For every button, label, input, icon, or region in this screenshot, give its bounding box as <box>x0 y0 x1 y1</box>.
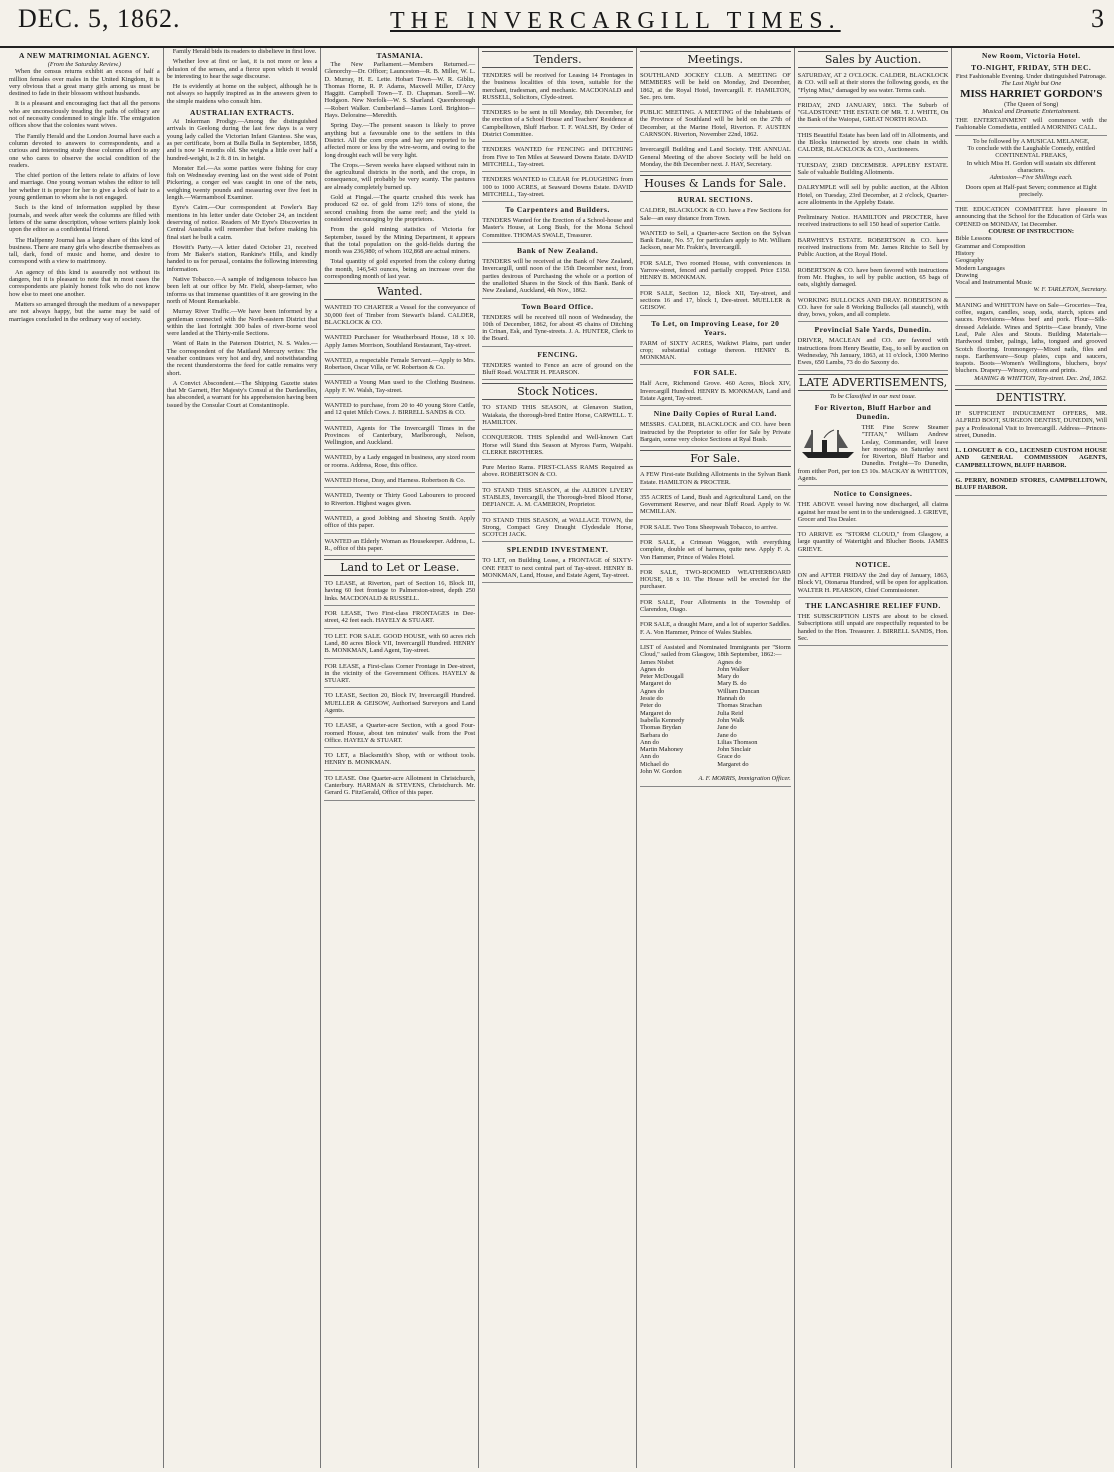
fencing-heading: FENCING. <box>537 349 578 359</box>
education-text: THE EDUCATION COMMITTEE have pleasure in announcing that the School for the Education of Girls was OPENED on MONDAY, 1st December. <box>955 206 1107 228</box>
passenger-name: Ann do <box>639 738 659 746</box>
section-heading-tasmania: TASMANIA. <box>376 51 424 60</box>
doors-open: Doors open at Half-past Seven; commence at Eight precisely. <box>955 182 1107 203</box>
bank-ad: TENDERS will be received at the Bank of New Zealand, Invercargill, until noon of the 15th December next, from parties desirous of Purchasing the whole or a portion of the unallotted Shares in the Stock of this Bank. Bank of New Zealand, Auckland, 4th Nov., 1862. <box>482 256 633 298</box>
passenger-name: Jessie do <box>639 695 663 703</box>
news-item: Howitt's Party.—A letter dated October 21, received from Mr Baker's station, Rankine's Hills, and kindly handed to us for perusal, contains the following interesting information. <box>166 243 318 273</box>
classified-ad: FOR SALE, TWO-ROOMED WEATHERBOARD HOUSE, 18 x 10. The House will be erected for the purchaser. <box>640 567 791 595</box>
passenger-name: Ann do <box>639 753 659 761</box>
passenger-name: Julia Reid <box>717 709 744 717</box>
news-item: Total quantity of gold exported from the colony during the month, 146,543 ounces, being an increase over the corresponding month of last year. <box>324 258 476 281</box>
builders-ad: TENDERS Wanted for the Erection of a School-house and Master's House, at Long Bush, for the Mona School Committee. THOMAS SWALE, Treasurer. <box>482 215 633 243</box>
classified-ad: WANTED to Sell, a Quarter-acre Section on the Sylvan Bank Estate, No. 57, for particulars apply to Mr. William Jackson, near Mr. Frakin's, Invercargill. <box>640 228 791 256</box>
news-item: Want of Rain in the Paterson District, N. S. Wales.—The correspondent of the Maitland Mercury writes: The weather continues very hot and dry, and notwithstanding the recent thunderstorms the feed for cattle remains very short. <box>166 340 318 377</box>
steamer-ad <box>798 422 949 486</box>
classified-ad: TENDERS will be received for Leasing 14 Frontages in the business localities of this town, suitable for the merchant, tradesman, and mechanic. MACDONALD and RUSSELL, Solicitors, Clyde-street. <box>482 70 633 105</box>
passenger-name: Lilias Thomson <box>717 738 758 746</box>
passenger-name: Grace do <box>717 753 741 761</box>
news-item: Native Tobacco.—A sample of indigenous tobacco has been left at our office by Mr. Field, sheep-farmer, who informs us that immense quantities of it are growing in the north of Mount Remarkable. <box>166 276 318 305</box>
column-2 <box>164 48 322 1468</box>
bank-heading: Bank of New Zealand. <box>516 246 599 256</box>
rural-heading: RURAL SECTIONS. <box>677 195 754 205</box>
section-heading-australian: AUSTRALIAN EXTRACTS. <box>190 108 295 118</box>
paragraph: Such is the kind of information supplied by these journals, and week after week the columns are filled with letters of the same description, whose writers plainly look upon the editor as a confidential friend. <box>9 204 160 234</box>
nine-ad: MESSRS. CALDER, BLACKLOCK and CO. have been instructed by the Proprietor to offer for Sale by Private Bargain, some very choice Sections at Ryal Bush. <box>640 419 791 447</box>
news-item: The New Parliament.—Members Returned.—Glenorchy—Dr. Officer; Launceston—R. B. Miller, W. L. D. Murray, H. E. Lette. Hobart Town—W. R. Giblin, Thomas Horne, R. P. Adams, Maxwell Miller, D'Arcy Haggitt. Campbell Town—T. D. Chapman. Sorell—W. Hodgson. New Norfolk—W. S. Sharland. Queenborough—Robert Walker. Cumberland—James Lord. Brighton—Hays. Deloraine—Meredith. <box>324 61 476 120</box>
section-heading-meetings: Meetings. <box>640 51 791 68</box>
late-ads-heading: LATE ADVERTISEMENTS, <box>798 375 948 389</box>
article-source: (From the Saturday Review.) <box>47 61 121 68</box>
column-1 <box>6 48 164 1468</box>
classified-ad: FOR SALE, Two roomed House, with conveniences in Yarrow-street, fenced and partially cropped. Price £150. HENRY B. MONKMAN. <box>640 258 791 286</box>
passenger-name: John W. Gordon <box>639 768 682 775</box>
late-ads-sub: To be Classified in our next issue. <box>829 392 917 400</box>
course-item: History <box>955 249 975 257</box>
course-heading: COURSE OF INSTRUCTION: <box>988 228 1075 236</box>
classified-ad: THIS Beautiful Estate has been laid off in Allotments, and the Blocks intersected by streets one chain in width. CALDER, BLACKLOCK & CO., Auctioneers. <box>798 130 949 158</box>
paragraph: He is evidently at home on the subject, although he is not always so happily inspired as in the answers given to the simple maidens who consult him. <box>166 83 318 105</box>
passenger-name: Jane do <box>717 724 737 732</box>
immigration-signature: A. F. MORRIS, Immigration Officer. <box>698 775 791 783</box>
sale-ad: Half Acre, Richmond Grove. 460 Acres, Block XIV, Invercargill Hundred. HENRY B. MONKMAN, Land and Estate Agent, Tay-street. <box>640 378 791 406</box>
investment-heading: SPLENDID INVESTMENT. <box>506 545 609 555</box>
newspaper-title: THE INVERCARGILL TIMES. <box>390 8 841 34</box>
classified-ad: TO STAND THIS SEASON, at WALLACE TOWN, the Strong, Compact Grey Draught Clydesdale Horse, SCOTCH JACK. <box>482 515 633 543</box>
news-item: From the gold mining statistics of Victoria for September, issued by the Mining Department, it appears that the total population on the gold-fields during the month was 236,980; of whom 102,868 are actual miners. <box>324 226 476 256</box>
steamer-heading: For Riverton, Bluff Harbor and Dunedin. <box>814 402 932 421</box>
issue-date: DEC. 5, 1862. <box>18 4 181 33</box>
last-night: The Last Night but One <box>1001 80 1062 88</box>
steamer-text: THE Fine Screw Steamer "TITAN," William Andrew Leslay, Commander, will leave her moorings on Saturday next for Riverton, Bluff Harbor and Dunedin. Freight—To Dunedin, from either Port, per ton £3 10s. MACKAY & WHITTON, Agents. <box>797 423 949 482</box>
section-heading-wanted: Wanted. <box>324 283 475 300</box>
road-ad: TENDERS will be received till noon of Wednesday, the 10th of December, 1862, for about 45 chains of Ditching in Crinan, Esk, and Tyne-streets. J. A. HUNTER, Clerk to the Board. <box>482 312 633 347</box>
article-continuation <box>167 48 318 105</box>
entertainment-ad: THE ENTERTAINMENT will commence with the Fashionable Comedietta, entitled A MORNING CALL. <box>955 115 1107 136</box>
passenger-name: Peter do <box>639 702 662 710</box>
column-4 <box>479 48 637 1468</box>
course-item: Bible Lessons <box>955 235 992 243</box>
longuet-ad: L. LONGUET & CO., LICENSED CUSTOM HOUSE AND GENERAL COMMISSION AGENTS, CAMPBELLTOWN, BLUFF HARBOR. <box>955 445 1107 473</box>
article-headline: A NEW MATRIMONIAL AGENCY. <box>19 51 150 60</box>
paragraph: When the census returns exhibit an excess of half a million females over males in the United Kingdom, it is very obvious that a great many girls among us must be destined to fade in their blossom without husbands. <box>9 68 160 98</box>
classified-ad: WANTED a Young Man used to the Clothing Business. Apply F. W. Walsh, Tay-street. <box>324 377 475 398</box>
passenger-name: James Nisbet <box>639 658 674 666</box>
relief-ad: THE SUBSCRIPTION LISTS are about to be closed. Subscriptions still unpaid are respectfully requested to be handed to the Hon. Treasurer. J. BIRRELL SANDS, Hon. Sec. <box>798 611 949 646</box>
classified-ad: TO LEASE, Section 20, Block IV, Invercargill Hundred. MUELLER & GEISOW, Authorised Surveyors and Land Agents. <box>324 690 475 718</box>
passenger-name: Margaret do <box>717 760 749 768</box>
improving-ad: FARM of SIXTY ACRES, Waikiwi Plains, part under crop; substantial cottage thereon. HENRY B. MONKMAN. <box>640 338 791 366</box>
classified-ad: CALDER, BLACKLOCK & CO. have a Few Sections for Sale—an easy distance from Town. <box>640 205 791 226</box>
classified-ad: TO STAND THIS SEASON, at the ALBION LIVERY STABLES, Invercargill, the Thorough-bred Blood Horse, DEFIANCE. A. M. CAMERON, Proprietor. <box>482 485 633 513</box>
passenger-list-heading: LIST of Assisted and Nominated Immigrants per "Storm Cloud," sailed from Glasgow, 18th September, 1862:— <box>639 643 791 659</box>
section-heading-auction: Sales by Auction. <box>798 51 949 68</box>
classified-ad: WANTED TO CHARTER a Vessel for the conveyance of 30,000 feet of Timber from Stewart's Island. CALDER, BLACKLOCK & CO. <box>324 302 475 330</box>
course-item: Modern Languages <box>955 264 1005 272</box>
passenger-name: Hannah do <box>717 695 746 703</box>
news-item: Murray River Traffic.—We have been informed by a gentleman connected with the North-eastern District that within the last fortnight 300 bales of river-borne wool were landed at the Thirty-mile Sections. <box>166 308 318 338</box>
maning-text: MANING and WHITTON have on Sale—Groceries—Tea, coffee, sugars, candles, soap, soda, starch, spices and sauces. Provisions—Mess beef and pork. Flour—Silk-dressed Adelaide. Wines and Spirits—Case brandy, Vine Leaf, Pale Ales and Stouts. Building Materials—Hardwood timber, palings, laths, tongued and grooved Scotch flooring. Ironmongery—Mixed nails, files and rasps. Earthenware—Soup plates, cups and saucers, teapots. Boots—Women's Wellingtons, bluchers, boys' bluchers. Drapery—Wincey, cottons and prints. <box>955 301 1107 375</box>
perry-ad: G. PERRY, BONDED STORES, CAMPBELLTOWN, BLUFF HARBOR. <box>955 475 1107 496</box>
star-subtitle-2: Musical and Dramatic Entertainment. <box>982 107 1081 115</box>
classified-ad: TO LEASE, a Quarter-acre Section, with a good Four-roomed House, about ten minutes' walk from the Post Office. HAYELY & STUART. <box>324 720 475 748</box>
house-ads <box>640 205 791 315</box>
meeting-ads <box>640 70 791 172</box>
improving-heading: To Let, on Improving Lease, for 20 Years. <box>651 318 780 337</box>
section-heading-houses: Houses & Lands for Sale. <box>640 175 791 192</box>
classified-ad: FOR LEASE, a First-class Corner Frontage in Dee-street, in the vicinity of the Government Offices. HAYELY & STUART. <box>324 661 475 689</box>
passenger-name: Agnes do <box>639 665 665 673</box>
passenger-name: Martin Mahoney <box>639 746 684 754</box>
classified-ad: BARWHEYS ESTATE. ROBERTSON & CO. have received instructions from Mr. James Ritchie to Sell by Public Auction, at the Royal Hotel. <box>798 235 949 263</box>
news-item: Eyre's Cairn.—Our correspondent at Fowler's Bay mentions in his letter under date October 24, an incident deserving of notice. Readers of Mr Eyre's Discoveries in Central Australia will remember that before making his final start he built a cairn. <box>166 204 318 241</box>
news-item: The Crops.—Seven weeks have elapsed without rain in the agricultural districts in the north, and the crops, in consequence, will probably be very scanty. The pastures are already completely burned up. <box>324 161 476 191</box>
star-performer: MISS HARRIET GORDON'S <box>960 87 1103 100</box>
classified-ad: TUESDAY, 23RD DECEMBER. APPLEBY ESTATE. Sale of valuable Building Allotments. <box>798 160 949 181</box>
passenger-name: John Walker <box>717 665 750 673</box>
admission: Admission—Five Shillings each. <box>989 174 1073 182</box>
classified-ad: WANTED, Agents for The Invercargill Times in the Provinces of Canterbury, Marlborough, Nelson, Wellington, and Auckland. <box>324 423 475 451</box>
course-item: Vocal and Instrumental Music <box>955 279 1033 287</box>
page-number: 3 <box>1091 4 1104 33</box>
classified-ad: WANTED, a good Jobbing and Shoeing Smith. Apply office of this paper. <box>324 513 475 534</box>
course-item: Drawing <box>955 271 978 279</box>
course-list <box>955 235 1107 286</box>
section-heading-stock: Stock Notices. <box>482 383 633 400</box>
classified-ad: FOR SALE, a Crimean Waggon, with everything complete, double set of harness, quite new. Apply F. A. Von Hammer, Prince of Wales Hotel. <box>640 537 791 565</box>
passenger-names <box>640 659 791 776</box>
wanted-ads <box>324 302 475 556</box>
classified-ad: FOR SALE. Two Tons Sheepwash Tobacco, to arrive. <box>640 522 791 535</box>
passenger-name: Jane do <box>717 731 737 739</box>
masthead <box>0 0 1114 48</box>
news-item: Spring Day.—The present season is likely to prove anything but a favourable one to the settlers in this District. All the corn crops and hay are reported to be affected more or less by the wire-worm, and owing to the long drought each will be very light. <box>324 122 476 159</box>
tender-ads <box>482 70 633 202</box>
classified-ad: FOR SALE, Section 12, Block XII, Tay-street, and sections 16 and 17, block I, Dee-street. MUELLER & GEISOW. <box>640 288 791 316</box>
classified-ad: FOR LEASE, Two First-class FRONTAGES in Dee-street, 42 feet each. HAYELY & STUART. <box>324 608 475 629</box>
news-item: A Convict Abscondent.—The Shipping Gazette states that Mr Garnett, Her Majesty's Consul at the Dardanelles, has absconded, a warrant for his apprehension having been issued by the Consular Court at Constantinople. <box>166 379 318 409</box>
dentistry-heading: DENTISTRY. <box>955 389 1107 406</box>
passenger-name: Margaret do <box>639 709 672 717</box>
classified-ad: TO STAND THIS SEASON, at Glenavon Station, Waiakaia, the thorough-bred Entire Horse, CARWELL. T. HAMILTON. <box>482 402 633 430</box>
sale-heading: FOR SALE. <box>693 368 738 378</box>
road-heading: Town Board Office. <box>521 301 594 311</box>
classified-ad: WANTED, a respectable Female Servant.—Apply to Mrs. Robertson, Oscar Villa, or W. Robertson & Co. <box>324 355 475 376</box>
fencing-ad: TENDERS wanted to Fence an acre of ground on the Bluff Road. WALTER H. PEARSON. <box>482 360 633 381</box>
tasmania-news <box>324 61 475 280</box>
tarleton-signature: W. F. TARLETON, Secretary. <box>1033 286 1107 294</box>
provincial-ad: DRIVER, MACLEAN and CO. are favored with instructions from Henry Beattie, Esq., to sell by auction on Wednesday, 7th January, 1863, at 11 o'clock, 1300 Merino Ewes, 650 Lambs, 73 do do Saxony do. <box>798 335 949 370</box>
for-sale-ads <box>640 469 791 640</box>
news-item: Gold at Fingal.—The quartz crushed this week has produced 62 oz. of gold from 12½ tons of stone, the second crushing from the same reef; and the yield is considered encouraging by the proprietors. <box>324 194 476 223</box>
relief-heading: THE LANCASHIRE RELIEF FUND. <box>805 600 941 610</box>
arrive-ad: TO ARRIVE ex "STORM CLOUD," from Glasgow, a large quantity of Watertight and Blucher Boots. JAMES GRIEVE. <box>798 529 949 557</box>
classified-ad: ROBERTSON & CO. have been favored with instructions from Mr. Hughes, to sell by public auction, 65 bags of oats, slightly damaged. <box>798 265 949 293</box>
hotel-heading: New Room, Victoria Hotel. <box>981 51 1081 60</box>
paragraph: Whether love at first or last, it is not more or less a delusion of the senses, and a fierce upon which it would be interesting to hear the sage discourse. <box>166 58 318 80</box>
classified-ad: SATURDAY, AT 2 O'CLOCK. CALDER, BLACKLOCK & CO. will sell at their stores the following goods, ex the "Flying Mist," damaged by sea water. Terms cash. <box>798 70 949 98</box>
classified-ad: TENDERS to be sent in till Monday, 8th December, for the erection of a School House and Teachers' Residence at Campbelltown, Bluff Harbor. T. F. WALSH, By Order of District Committee. <box>482 107 633 142</box>
first-evening: First Fashionable Evening. Under distinguished Patronage. <box>955 73 1107 80</box>
article-body <box>9 68 160 323</box>
classified-ad: WANTED, by a Lady engaged in business, any sized room or rooms. Address, Rose, this office. <box>324 452 475 473</box>
star-subtitle: (The Queen of Song) <box>1004 100 1059 108</box>
column-3 <box>321 48 479 1468</box>
provincial-heading: Provincial Sale Yards, Dunedin. <box>814 325 932 335</box>
classified-ad: TO LEASE. One Quarter-acre Allotment in Christchurch, Canterbury. HARMAN & STEVENS, Christchurch. Mr. Gerard G. FitzGerald, Office of this paper. <box>324 773 475 801</box>
nine-heading: Nine Daily Copies of Rural Land. <box>653 409 777 419</box>
melange: To be followed by A MUSICAL MELANGE, <box>972 137 1090 145</box>
classified-ad: PUBLIC MEETING. A MEETING of the Inhabitants of the Province of Southland will be held on the 27th of December, at the Marine Hotel, Riverton. F. AUSTEN CARNSON. Riverton, November 22nd, 1862. <box>640 107 791 142</box>
classified-ad: DALRYMPLE will sell by public auction, at the Albion Hotel, on Tuesday, 23rd December, at 2 o'clock, Quarter-acre allotments in the Appleby Estate. <box>798 182 949 210</box>
passenger-name: John Walk <box>717 716 745 724</box>
auction-ads <box>798 70 949 322</box>
paragraph: An agency of this kind is assuredly not without its dangers, but it is pleasant to note that in most cases the correspondents are plainly honest folk who do not know how else to meet one another. <box>9 268 160 298</box>
paragraph: Family Herald bids its readers to disbelieve in first love. <box>172 48 317 55</box>
conclude: To conclude with the Laughable Comedy, entitled CONTINENTAL FREAKS, <box>967 145 1095 160</box>
paragraph: It is a pleasant and encouraging fact that all the persons who are unconsciously treading the paths of celibacy are not of necessity condemned to single life. The emigration offices show that the colonies want wives. <box>9 100 160 130</box>
paragraph: The Halfpenny Journal has a large share of this kind of business. There are many girls who describe themselves as tall, dark, fond of music and home, and desire to correspond with a view to matrimony. <box>9 236 160 266</box>
passenger-name: Mary do <box>717 673 740 681</box>
tonight-heading: TO-NIGHT, FRIDAY, 5TH DEC. <box>971 63 1092 72</box>
classified-ad: WANTED an Elderly Woman as Housekeeper. Address, L. R., office of this paper. <box>324 536 475 557</box>
classified-ad: TO LET. FOR SALE. GOOD HOUSE, with 60 acres rich Land, 80 acres Block VII, Invercargill Hundred. HENRY B. MONKMAN, Land Agent, Tay-street. <box>324 631 475 659</box>
classified-ad: WORKING BULLOCKS AND DRAY. ROBERTSON & CO. have for sale 8 Working Bullocks (all staunch), with dray, bows, yokes, and all complete. <box>798 295 949 323</box>
classified-ad: Preliminary Notice. HAMILTON and PROCTER, have received instructions to sell 150 head of superior Cattle. <box>798 212 949 233</box>
classified-ad: WANTED Horse, Dray, and Harness. Robertson & Co. <box>324 475 475 488</box>
passenger-name: Agnes do <box>717 658 742 666</box>
consignees-ad: THE ABOVE vessel having now discharged, all claims against her must be sent in to the undersigned. J. GRIEVE, Grocer and Tea Dealer. <box>798 499 949 527</box>
classified-ad: FRIDAY, 2ND JANUARY, 1863. The Suburb of "GLADSTONE" THE ESTATE OF MR. T. J. WHITE, On the Bank of the Waiopai, GREAT NORTH ROAD. <box>798 100 949 128</box>
dentistry-ad: IF SUFFICIENT INDUCEMENT OFFERS, MR. ALFRED BOOT, SURGEON DENTIST, DUNEDIN, Will pay a Professional Visit to Invercargill. Address—Princes-street, Dunedin. <box>955 408 1107 443</box>
classified-ad: A FEW First-rate Building Allotments in the Sylvan Bank Estate. HAMILTON & PROCTER. <box>640 469 791 490</box>
column-7 <box>952 48 1110 1468</box>
course-item: Grammar and Composition <box>955 242 1026 250</box>
columns <box>6 48 1110 1468</box>
passenger-name: Michael do <box>639 760 669 768</box>
investment-ad: TO LET, on Building Lease, a FRONTAGE of SIXTY-ONE FEET to next central part of Tay-street. HENRY B. MONKMAN, Land, House, and Estate Agent, Tay-street. <box>482 555 633 583</box>
builders-heading: To Carpenters and Builders. <box>505 205 610 215</box>
classified-ad: TENDERS WANTED to CLEAR for PLOUGHING from 100 to 1000 ACRES, at Seaward Downs Estate. DAVID MITCHELL, Tay-street. <box>482 174 633 202</box>
maning-signature: MANING & WHITTON, Tay-street. Dec. 2nd, 1862. <box>974 374 1107 382</box>
stock-ads <box>482 402 633 542</box>
notice-heading: NOTICE. <box>855 560 891 570</box>
classified-ad: SOUTHLAND JOCKEY CLUB. A MEETING OF MEMBERS will be held on Monday, 2nd December, 1862, at the Royal Hotel, Invercargill. F. HAMILTON, Sec. pro. tem. <box>640 70 791 105</box>
passenger-name: Isabella Kennedy <box>639 716 685 724</box>
classified-ad: WANTED to purchase, from 20 to 40 young Store Cattle, and 12 quiet Milch Cows. J. BIRRELL SANDS & CO. <box>324 400 475 421</box>
classified-ad: 355 ACRES of Land, Bush and Agricultural Land, on the Government Reserve, and near Bluff Road. Apply to W. MCMILLAN. <box>640 492 791 520</box>
classified-ad: Pure Merino Rams. FIRST-CLASS RAMS Required as above. ROBERTSON & CO. <box>482 462 633 483</box>
passenger-name: William Duncan <box>717 687 760 695</box>
passenger-name: Thomas Brydan <box>639 724 681 732</box>
notice-ad: ON and AFTER FRIDAY the 2nd day of January, 1863, Block VI, Otonarua Hundred, will be open for application. WALTER H. PEARSON, Chief Commissioner. <box>798 570 949 598</box>
classified-ad: FOR SALE, Four Allotments in the Township of Clarendon, Otago. <box>640 597 791 618</box>
steamship-icon <box>798 426 858 462</box>
course-item: Geography <box>955 257 984 265</box>
passenger-name: Agnes do <box>639 687 665 695</box>
passenger-name: Thomas Strachan <box>717 702 762 710</box>
section-heading-for-sale: For Sale. <box>640 450 791 467</box>
classified-ad: WANTED Purchaser for Weatherboard House, 18 x 10. Apply James Morrison, Southland Restaurant, Tay-street. <box>324 332 475 353</box>
different-characters: In which Miss H. Gordon will sustain six different characters. <box>966 159 1096 174</box>
land-ads <box>324 578 475 801</box>
consignees-heading: Notice to Consignees. <box>833 489 913 499</box>
passenger-list <box>640 642 791 787</box>
classified-ad: FOR SALE, a draught Mare, and a lot of superior Saddles. F. A. Von Hammer, Prince of Wales Stables. <box>640 619 791 640</box>
classified-ad: TO LEASE, at Riverton, part of Section 16, Block III, having 60 feet frontage to Palmerston-street, depth 250 links. MACDONALD & RUSSELL. <box>324 578 475 606</box>
paragraph: The Family Herald and the London Journal have each a column devoted to answers to correspondents, and a curious and interesting study these columns afford to any one who cares to observe the social condition of the readers. <box>9 132 160 169</box>
passenger-name: Margaret do <box>639 680 672 688</box>
section-heading-tenders: Tenders. <box>482 51 633 68</box>
classified-ad: TENDERS WANTED for FENCING and DITCHING from Five to Ten Miles at Seaward Downs Estate. DAVID MITCHELL, Tay-street. <box>482 144 633 172</box>
maning-ad <box>955 300 1107 386</box>
news-item: At Inkerman Prodigy.—Among the distinguished arrivals in Geelong during the last few days is a very young lady called the Victorian Infant Giantess. She was, as per certificate, born at Bulla Bulla in September, 1858, and is now 14 months old. She weighs a little over half a hundred-weight, is 2 ft. 8 in. in height. <box>166 118 318 162</box>
passenger-name: Mary B. do <box>717 680 747 688</box>
classified-ad: CONQUEROR. THIS Splendid and Well-known Cart Horse will Stand this Season at Myross Farm, Waipahi. CLERKE BROTHERS. <box>482 432 633 460</box>
paragraph: The chief portion of the letters relate to affairs of love and marriage. One young woman wishes the editor to tell her whether it is proper for her to give a lock of hair to a young gentleman to whom she is not engaged. <box>9 172 160 202</box>
section-heading-land: Land to Let or Lease. <box>324 559 475 576</box>
education-ad <box>955 204 1107 298</box>
passenger-name: Barbara do <box>639 731 669 739</box>
classified-ad: TO LET, a Blacksmith's Shop, with or without tools. HENRY B. MONKMAN. <box>324 750 475 771</box>
column-5 <box>637 48 795 1468</box>
news-item: Monster Eel.—As some parties were fishing for cray fish on Wednesday evening last on the west side of Point Pickering, a conger eel was caught in one of the nets, weighing twenty pounds and measuring over five feet in length.—Warrnambool Examiner. <box>166 164 318 202</box>
passenger-name: John Sinclair <box>717 746 751 754</box>
classified-ad: Invercargill Building and Land Society. THE ANNUAL General Meeting of the above Society will be held on Monday, the 8th December next. J. HAY, Secretary. <box>640 144 791 172</box>
classified-ad: WANTED, Twenty or Thirty Good Labourers to proceed to Riverton. Highest wages given. <box>324 490 475 511</box>
australian-extracts <box>167 118 318 409</box>
paragraph: Matters so arranged through the medium of a newspaper are not always happy, but the same may be said of marriages concluded in the ordinary way of society. <box>9 300 160 323</box>
passenger-name: Peter McDougall <box>639 673 684 681</box>
column-6 <box>795 48 953 1468</box>
